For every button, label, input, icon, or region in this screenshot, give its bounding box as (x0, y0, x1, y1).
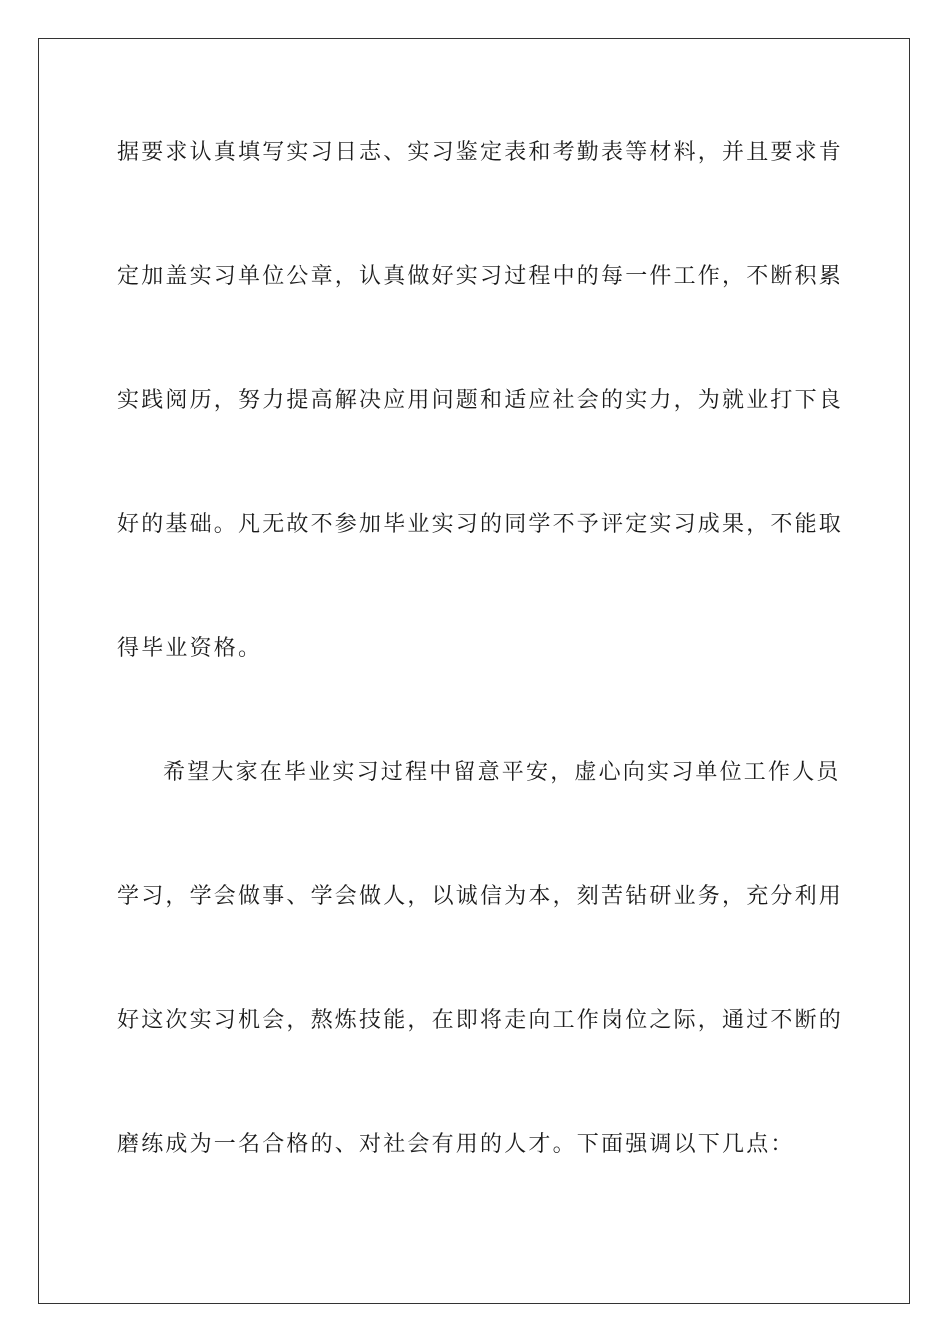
body-text-line: 学习，学会做事、学会做人，以诚信为本，刻苦钻研业务，充分利用 (117, 884, 844, 909)
body-text-line: 实践阅历，努力提高解决应用问题和适应社会的实力，为就业打下良 (117, 388, 844, 413)
body-text-line: 好的基础。凡无故不参加毕业实习的同学不予评定实习成果，不能取 (117, 512, 844, 537)
paragraph-first-line: 希望大家在毕业实习过程中留意平安，虚心向实习单位工作人员 (163, 760, 841, 785)
body-text-line: 好这次实习机会，熬炼技能，在即将走向工作岗位之际，通过不断的 (117, 1008, 844, 1033)
page-frame (38, 38, 910, 1304)
body-text-line: 得毕业资格。 (117, 636, 263, 661)
body-text-line: 定加盖实习单位公章，认真做好实习过程中的每一件工作，不断积累 (117, 264, 844, 289)
body-text-line: 据要求认真填写实习日志、实习鉴定表和考勤表等材料，并且要求肯 (117, 140, 844, 165)
body-text-line: 磨练成为一名合格的、对社会有用的人才。下面强调以下几点： (117, 1132, 795, 1157)
